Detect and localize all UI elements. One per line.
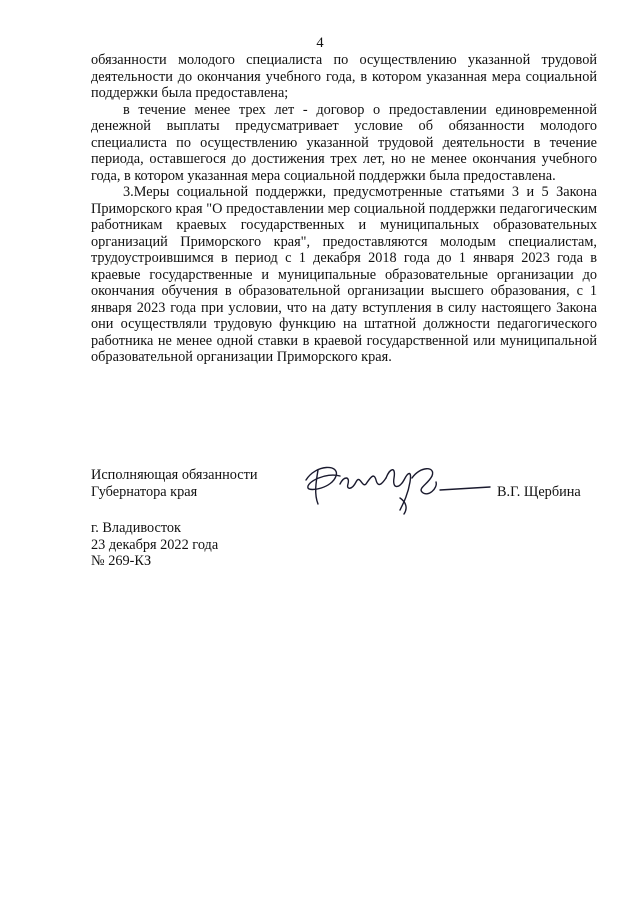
law-number: № 269-КЗ — [91, 553, 152, 569]
page-number: 4 — [316, 35, 324, 51]
signatory-title-line-1: Исполняющая обязанности — [91, 467, 258, 483]
date: 23 декабря 2022 года — [91, 536, 219, 553]
paragraph-continuation: обязанности молодого специалиста по осуществлению указанной трудовой деятельности до окончания учебного года, в котором указанная мера социальной поддержки была предоставлена; — [91, 52, 597, 101]
paragraph-less-than-three-years: в течение менее трех лет - договор о предоставлении единовременной денежной выплаты предусматривает условие об обязанности молодого специалиста по осуществлению указанной трудовой деятельности в течение периода, оставшегося до достижения трех лет, но не менее окончания учебного года, в котором указанная мера социальной поддержки была предоставлена. — [91, 101, 597, 184]
paragraph-clause-3: 3.Меры социальной поддержки, предусмотренные статьями 3 и 5 Закона Приморского края "О предоставлении мер социальной поддержки педагогическим работникам краевых государственных и муниципальных образовательных организаций Приморского края", предоставляются молодым специалистам, трудоустроившимся в период с 1 декабря 2018 года до 1 января 2023 года в краевые государственные и муниципальные образовательные организации до окончания обучения в образовательной организации высшего образования, с 1 января 2023 года при условии, что на дату вступления в силу настоящего Закона они осуществляли трудовую функцию на штатной должности педагогического работника не менее одной ставки в краевой государственной или муниципальной образовательной организации Приморского края. — [91, 184, 597, 365]
signatory-title-line-2: Губернатора края — [91, 483, 198, 500]
body-text — [91, 52, 597, 366]
city: г. Владивосток — [91, 520, 181, 536]
signatory-name: В.Г. Щербина — [497, 484, 581, 500]
place-and-date — [91, 520, 391, 570]
handwritten-signature — [296, 458, 494, 518]
